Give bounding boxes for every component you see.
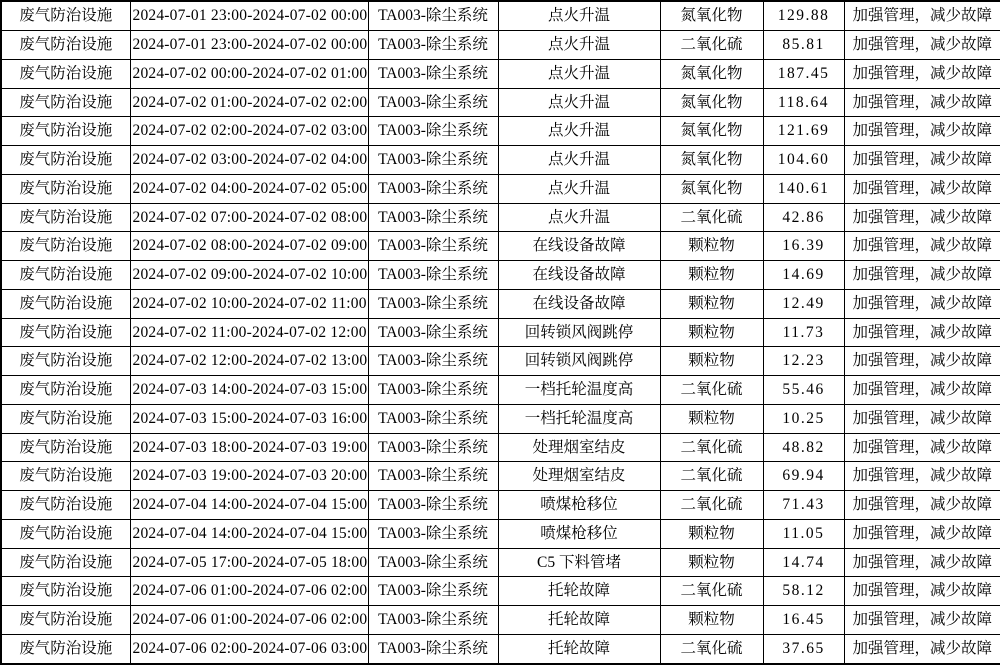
table-cell-pollutant: 颗粒物 xyxy=(660,232,763,261)
table-cell-system: TA003-除尘系统 xyxy=(368,376,498,405)
table-cell-measure: 加强管理，减少故障 xyxy=(844,88,1000,117)
table-cell-measure: 加强管理，减少故障 xyxy=(844,146,1000,175)
table-cell-event: 处理烟室结皮 xyxy=(498,462,660,491)
table-cell-value: 55.46 xyxy=(763,376,844,405)
table-cell-system: TA003-除尘系统 xyxy=(368,261,498,290)
table-cell-facility: 废气防治设施 xyxy=(1,634,130,664)
table-cell-value: 58.12 xyxy=(763,577,844,606)
table-cell-value: 14.69 xyxy=(763,261,844,290)
table-cell-event: 托轮故障 xyxy=(498,606,660,635)
table-cell-pollutant: 氮氧化物 xyxy=(660,88,763,117)
table-cell-facility: 废气防治设施 xyxy=(1,491,130,520)
table-row xyxy=(1,289,1000,318)
table-cell-value: 16.45 xyxy=(763,606,844,635)
table-cell-event: 在线设备故障 xyxy=(498,289,660,318)
table-row xyxy=(1,347,1000,376)
table-cell-event: 点火升温 xyxy=(498,31,660,60)
table-cell-measure: 加强管理，减少故障 xyxy=(844,606,1000,635)
table-row xyxy=(1,59,1000,88)
table-row xyxy=(1,174,1000,203)
table-cell-facility: 废气防治设施 xyxy=(1,548,130,577)
table-cell-time_range: 2024-07-02 08:00-2024-07-02 09:00 xyxy=(130,232,368,261)
table-cell-event: 在线设备故障 xyxy=(498,261,660,290)
table-cell-pollutant: 颗粒物 xyxy=(660,289,763,318)
table-cell-time_range: 2024-07-02 03:00-2024-07-02 04:00 xyxy=(130,146,368,175)
table-cell-event: 喷煤枪移位 xyxy=(498,491,660,520)
table-row xyxy=(1,117,1000,146)
table-cell-value: 85.81 xyxy=(763,31,844,60)
table-cell-facility: 废气防治设施 xyxy=(1,174,130,203)
table-cell-facility: 废气防治设施 xyxy=(1,318,130,347)
table-cell-measure: 加强管理，减少故障 xyxy=(844,519,1000,548)
table-cell-time_range: 2024-07-03 19:00-2024-07-03 20:00 xyxy=(130,462,368,491)
table-cell-value: 11.73 xyxy=(763,318,844,347)
table-cell-facility: 废气防治设施 xyxy=(1,31,130,60)
table-cell-facility: 废气防治设施 xyxy=(1,261,130,290)
table-cell-value: 10.25 xyxy=(763,404,844,433)
table-cell-event: 点火升温 xyxy=(498,88,660,117)
table-cell-measure: 加强管理，减少故障 xyxy=(844,404,1000,433)
table-row xyxy=(1,376,1000,405)
table-cell-system: TA003-除尘系统 xyxy=(368,491,498,520)
table-cell-system: TA003-除尘系统 xyxy=(368,548,498,577)
table-cell-facility: 废气防治设施 xyxy=(1,347,130,376)
table-row xyxy=(1,31,1000,60)
table-cell-pollutant: 氮氧化物 xyxy=(660,1,763,31)
table-cell-measure: 加强管理，减少故障 xyxy=(844,634,1000,664)
table-row xyxy=(1,261,1000,290)
table-cell-measure: 加强管理，减少故障 xyxy=(844,117,1000,146)
table-row xyxy=(1,88,1000,117)
table-cell-pollutant: 二氧化硫 xyxy=(660,462,763,491)
table-cell-measure: 加强管理，减少故障 xyxy=(844,577,1000,606)
table-cell-system: TA003-除尘系统 xyxy=(368,289,498,318)
table-cell-time_range: 2024-07-02 07:00-2024-07-02 08:00 xyxy=(130,203,368,232)
table-cell-facility: 废气防治设施 xyxy=(1,88,130,117)
table-row xyxy=(1,634,1000,664)
table-cell-event: 喷煤枪移位 xyxy=(498,519,660,548)
table-cell-system: TA003-除尘系统 xyxy=(368,606,498,635)
table-cell-facility: 废气防治设施 xyxy=(1,232,130,261)
table-cell-measure: 加强管理，减少故障 xyxy=(844,433,1000,462)
table-cell-pollutant: 颗粒物 xyxy=(660,606,763,635)
table-cell-time_range: 2024-07-01 23:00-2024-07-02 00:00 xyxy=(130,1,368,31)
table-cell-system: TA003-除尘系统 xyxy=(368,433,498,462)
table-cell-event: 一档托轮温度高 xyxy=(498,404,660,433)
table-cell-event: 托轮故障 xyxy=(498,577,660,606)
table-cell-pollutant: 二氧化硫 xyxy=(660,491,763,520)
table-cell-measure: 加强管理，减少故障 xyxy=(844,59,1000,88)
table-cell-time_range: 2024-07-04 14:00-2024-07-04 15:00 xyxy=(130,491,368,520)
table-cell-measure: 加强管理，减少故障 xyxy=(844,376,1000,405)
table-row xyxy=(1,232,1000,261)
table-cell-system: TA003-除尘系统 xyxy=(368,117,498,146)
table-cell-time_range: 2024-07-06 02:00-2024-07-06 03:00 xyxy=(130,634,368,664)
table-cell-facility: 废气防治设施 xyxy=(1,462,130,491)
table-cell-value: 121.69 xyxy=(763,117,844,146)
table-cell-measure: 加强管理，减少故障 xyxy=(844,347,1000,376)
table-cell-pollutant: 二氧化硫 xyxy=(660,577,763,606)
table-cell-system: TA003-除尘系统 xyxy=(368,203,498,232)
table-row xyxy=(1,519,1000,548)
table-row xyxy=(1,203,1000,232)
table-cell-pollutant: 颗粒物 xyxy=(660,404,763,433)
table-cell-pollutant: 二氧化硫 xyxy=(660,433,763,462)
table-cell-event: 点火升温 xyxy=(498,203,660,232)
table-cell-time_range: 2024-07-02 12:00-2024-07-02 13:00 xyxy=(130,347,368,376)
table-cell-measure: 加强管理，减少故障 xyxy=(844,261,1000,290)
table-cell-time_range: 2024-07-02 01:00-2024-07-02 02:00 xyxy=(130,88,368,117)
table-cell-measure: 加强管理，减少故障 xyxy=(844,462,1000,491)
table-cell-value: 129.88 xyxy=(763,1,844,31)
table-cell-time_range: 2024-07-06 01:00-2024-07-06 02:00 xyxy=(130,577,368,606)
table-row xyxy=(1,1,1000,31)
table-cell-value: 12.23 xyxy=(763,347,844,376)
table-cell-time_range: 2024-07-02 04:00-2024-07-02 05:00 xyxy=(130,174,368,203)
table-cell-pollutant: 颗粒物 xyxy=(660,318,763,347)
table-cell-value: 16.39 xyxy=(763,232,844,261)
table-cell-facility: 废气防治设施 xyxy=(1,606,130,635)
table-cell-measure: 加强管理，减少故障 xyxy=(844,491,1000,520)
table-cell-time_range: 2024-07-02 00:00-2024-07-02 01:00 xyxy=(130,59,368,88)
table-cell-value: 42.86 xyxy=(763,203,844,232)
table-cell-pollutant: 二氧化硫 xyxy=(660,203,763,232)
table-row xyxy=(1,491,1000,520)
table-cell-value: 140.61 xyxy=(763,174,844,203)
table-cell-value: 104.60 xyxy=(763,146,844,175)
table-cell-measure: 加强管理，减少故障 xyxy=(844,1,1000,31)
table-cell-event: 一档托轮温度高 xyxy=(498,376,660,405)
table-cell-facility: 废气防治设施 xyxy=(1,289,130,318)
table-cell-facility: 废气防治设施 xyxy=(1,1,130,31)
table-cell-time_range: 2024-07-02 10:00-2024-07-02 11:00 xyxy=(130,289,368,318)
table-cell-facility: 废气防治设施 xyxy=(1,519,130,548)
table-cell-system: TA003-除尘系统 xyxy=(368,1,498,31)
table-cell-measure: 加强管理，减少故障 xyxy=(844,31,1000,60)
table-cell-pollutant: 颗粒物 xyxy=(660,548,763,577)
table-cell-measure: 加强管理，减少故障 xyxy=(844,289,1000,318)
table-cell-system: TA003-除尘系统 xyxy=(368,404,498,433)
table-row xyxy=(1,577,1000,606)
table-cell-facility: 废气防治设施 xyxy=(1,203,130,232)
table-row xyxy=(1,318,1000,347)
table-cell-system: TA003-除尘系统 xyxy=(368,146,498,175)
table-cell-facility: 废气防治设施 xyxy=(1,146,130,175)
table-row xyxy=(1,462,1000,491)
table-cell-event: 点火升温 xyxy=(498,117,660,146)
table-cell-time_range: 2024-07-02 02:00-2024-07-02 03:00 xyxy=(130,117,368,146)
table-cell-system: TA003-除尘系统 xyxy=(368,347,498,376)
table-cell-measure: 加强管理，减少故障 xyxy=(844,174,1000,203)
table-cell-pollutant: 二氧化硫 xyxy=(660,376,763,405)
table-cell-event: 回转锁风阀跳停 xyxy=(498,318,660,347)
table-row xyxy=(1,548,1000,577)
table-cell-pollutant: 颗粒物 xyxy=(660,519,763,548)
table-cell-value: 11.05 xyxy=(763,519,844,548)
table-cell-event: C5 下料管堵 xyxy=(498,548,660,577)
table-cell-facility: 废气防治设施 xyxy=(1,117,130,146)
table-cell-event: 点火升温 xyxy=(498,1,660,31)
table-cell-pollutant: 氮氧化物 xyxy=(660,117,763,146)
table-cell-event: 点火升温 xyxy=(498,59,660,88)
table-cell-time_range: 2024-07-04 14:00-2024-07-04 15:00 xyxy=(130,519,368,548)
table-cell-value: 118.64 xyxy=(763,88,844,117)
table-cell-event: 回转锁风阀跳停 xyxy=(498,347,660,376)
table-cell-time_range: 2024-07-06 01:00-2024-07-06 02:00 xyxy=(130,606,368,635)
table-cell-system: TA003-除尘系统 xyxy=(368,462,498,491)
table-cell-value: 37.65 xyxy=(763,634,844,664)
table-cell-pollutant: 氮氧化物 xyxy=(660,174,763,203)
table-cell-value: 69.94 xyxy=(763,462,844,491)
table-cell-time_range: 2024-07-02 09:00-2024-07-02 10:00 xyxy=(130,261,368,290)
table-cell-measure: 加强管理，减少故障 xyxy=(844,548,1000,577)
table-cell-pollutant: 二氧化硫 xyxy=(660,634,763,664)
table-cell-pollutant: 颗粒物 xyxy=(660,347,763,376)
table-cell-facility: 废气防治设施 xyxy=(1,433,130,462)
table-row xyxy=(1,606,1000,635)
table-cell-value: 14.74 xyxy=(763,548,844,577)
table-cell-time_range: 2024-07-03 14:00-2024-07-03 15:00 xyxy=(130,376,368,405)
table-cell-pollutant: 氮氧化物 xyxy=(660,59,763,88)
table-row xyxy=(1,404,1000,433)
table-cell-facility: 废气防治设施 xyxy=(1,577,130,606)
table-cell-measure: 加强管理，减少故障 xyxy=(844,232,1000,261)
table-cell-pollutant: 颗粒物 xyxy=(660,261,763,290)
table-row xyxy=(1,146,1000,175)
table-cell-value: 187.45 xyxy=(763,59,844,88)
table-cell-system: TA003-除尘系统 xyxy=(368,59,498,88)
table-cell-event: 在线设备故障 xyxy=(498,232,660,261)
table-cell-facility: 废气防治设施 xyxy=(1,376,130,405)
table-row xyxy=(1,433,1000,462)
table-cell-system: TA003-除尘系统 xyxy=(368,634,498,664)
table-cell-system: TA003-除尘系统 xyxy=(368,88,498,117)
table-cell-event: 点火升温 xyxy=(498,174,660,203)
table-cell-system: TA003-除尘系统 xyxy=(368,31,498,60)
table-cell-event: 处理烟室结皮 xyxy=(498,433,660,462)
table-cell-system: TA003-除尘系统 xyxy=(368,577,498,606)
table-cell-system: TA003-除尘系统 xyxy=(368,519,498,548)
table-cell-time_range: 2024-07-05 17:00-2024-07-05 18:00 xyxy=(130,548,368,577)
table-cell-value: 71.43 xyxy=(763,491,844,520)
table-cell-system: TA003-除尘系统 xyxy=(368,174,498,203)
table-cell-time_range: 2024-07-03 15:00-2024-07-03 16:00 xyxy=(130,404,368,433)
table-cell-system: TA003-除尘系统 xyxy=(368,318,498,347)
table-cell-time_range: 2024-07-01 23:00-2024-07-02 00:00 xyxy=(130,31,368,60)
table-cell-pollutant: 二氧化硫 xyxy=(660,31,763,60)
table-cell-measure: 加强管理，减少故障 xyxy=(844,203,1000,232)
table-cell-system: TA003-除尘系统 xyxy=(368,232,498,261)
table-cell-event: 点火升温 xyxy=(498,146,660,175)
table-cell-facility: 废气防治设施 xyxy=(1,404,130,433)
table-cell-measure: 加强管理，减少故障 xyxy=(844,318,1000,347)
table-cell-pollutant: 氮氧化物 xyxy=(660,146,763,175)
table-cell-event: 托轮故障 xyxy=(498,634,660,664)
table-cell-value: 48.82 xyxy=(763,433,844,462)
table-cell-value: 12.49 xyxy=(763,289,844,318)
table-cell-facility: 废气防治设施 xyxy=(1,59,130,88)
table-cell-time_range: 2024-07-03 18:00-2024-07-03 19:00 xyxy=(130,433,368,462)
table-cell-time_range: 2024-07-02 11:00-2024-07-02 12:00 xyxy=(130,318,368,347)
table-body xyxy=(1,1,1000,664)
